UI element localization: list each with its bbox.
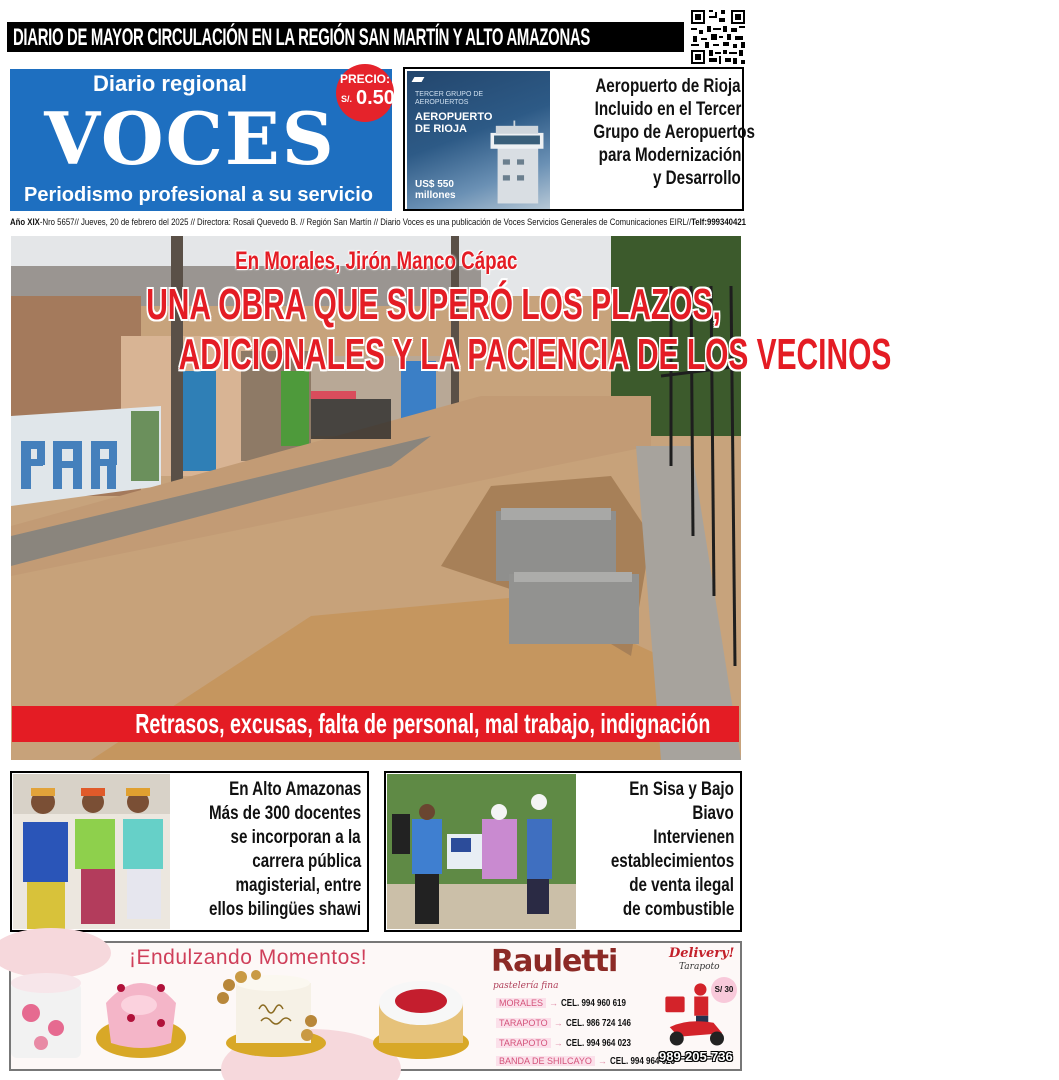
airport-story[interactable] <box>403 67 755 211</box>
branch-row <box>496 1037 647 1050</box>
ad-title: ¡Endulzando Momentos! <box>129 946 368 969</box>
edition-year: Año XIX <box>10 217 40 228</box>
arrow-right-icon: → <box>553 1018 563 1028</box>
branch-row <box>496 997 642 1010</box>
headline-line: Más de 300 docentes <box>208 803 361 824</box>
lead-story-photo[interactable] <box>11 236 892 760</box>
masthead-slogan: Periodismo profesional a su servicio <box>24 184 374 206</box>
headline-line: para Modernización <box>598 145 741 166</box>
lead-subhead-text: Retrasos, excusas, falta de personal, mal trabajo, indignación <box>135 708 711 739</box>
qr-code-icon[interactable] <box>689 8 747 66</box>
headline-line: y Desarrollo <box>653 168 741 189</box>
bakery-advertisement[interactable] <box>9 941 742 1071</box>
airport-tower-image <box>407 71 550 209</box>
headline-line: Grupo de Aeropuertos <box>593 122 755 143</box>
branch-location: TARAPOTO <box>496 1038 551 1048</box>
story-headline <box>171 778 361 922</box>
lead-kicker-text: En Morales, Jirón Manco Cápac <box>234 247 518 275</box>
airport-image-line2: AEROPUERTO DE RIOJA <box>415 111 493 135</box>
edition-phone: Telf:999340421 <box>691 217 746 228</box>
headline-line: Intervienen <box>652 827 734 848</box>
headline-line: Biavo <box>692 803 734 824</box>
branch-location: TARAPOTO <box>496 1018 551 1028</box>
teachers-photo <box>13 774 170 929</box>
arrow-right-icon: → <box>549 998 559 1008</box>
headline-line: carrera pública <box>252 851 361 872</box>
headline-line: magisterial, entre <box>235 875 361 896</box>
branch-row <box>496 1017 647 1030</box>
story-sisa-bajo-biavo[interactable] <box>384 771 742 932</box>
headline-line: En Sisa y Bajo <box>629 779 734 800</box>
headline-line: ADICIONALES Y LA PACIENCIA DE LOS VECINOS <box>178 330 892 379</box>
masthead-logo: VOCES <box>44 96 336 181</box>
story-headline <box>580 778 734 922</box>
bakery-tagline: pastelería fina <box>493 981 559 991</box>
masthead-kicker: Diario regional <box>92 71 248 96</box>
top-banner <box>7 22 684 52</box>
price-badge-30: S/ 30 <box>711 977 737 1003</box>
edition-details: -Nro 5657// Jueves, 20 de febrero del 2025 // Directora: Rosali Quevedo B. // Región San Martín // Diario Voces es una publicación de Voces Servicios Generales de Comunicaciones EIRL// <box>39 217 692 228</box>
fuel-inspection-photo <box>387 774 576 929</box>
headline-line: se incorporan a la <box>230 827 361 848</box>
price-label: PRECIO: <box>339 72 390 86</box>
price-badge <box>336 64 394 122</box>
headline-line: ellos bilingües shawi <box>208 899 361 920</box>
delivery-label: Delivery! <box>669 946 735 961</box>
headline-line: Aeropuerto de Rioja <box>595 76 741 97</box>
branch-phone[interactable]: CEL. 986 724 146 <box>565 1018 631 1029</box>
headline-line: de combustible <box>622 899 734 920</box>
arrow-right-icon: → <box>597 1056 607 1066</box>
lead-headline[interactable] <box>11 280 892 380</box>
lead-subhead <box>12 706 739 742</box>
branch-location: BANDA DE SHILCAYO <box>496 1056 595 1066</box>
banner-tagline: DIARIO DE MAYOR CIRCULACIÓN EN LA REGIÓN SAN MARTÍN Y ALTO AMAZONAS <box>13 24 590 51</box>
headline-line: En Alto Amazonas <box>228 779 361 800</box>
airport-image-line1: TERCER GRUPO DE AEROPUERTOS <box>415 91 484 106</box>
headline-line: de venta ilegal <box>629 875 734 896</box>
lead-kicker <box>11 246 741 276</box>
arrow-right-icon: → <box>553 1038 563 1048</box>
airport-headline[interactable] <box>553 75 755 190</box>
delivery-city: Tarapoto <box>679 962 720 972</box>
price-currency: S/. <box>341 94 353 104</box>
masthead <box>10 69 392 211</box>
edition-info <box>10 217 750 229</box>
logo-mark-icon <box>412 77 425 82</box>
branch-phone[interactable]: CEL. 994 960 619 <box>561 998 626 1009</box>
headline-line: UNA OBRA QUE SUPERÓ LOS PLAZOS, <box>146 280 721 329</box>
bakery-logo: Rauletti <box>491 944 618 979</box>
story-alto-amazonas[interactable] <box>10 771 369 932</box>
airport-image-amount: US$ 550 millones <box>415 179 456 201</box>
price-value: 0.50 <box>356 87 395 109</box>
headline-line: establecimientos <box>610 851 734 872</box>
branch-phone[interactable]: CEL. 994 964 023 <box>565 1038 631 1049</box>
branch-phone[interactable]: CEL. 994 964 023 <box>609 1056 675 1067</box>
branch-location: MORALES <box>496 998 546 1008</box>
headline-line: Incluido en el Tercer <box>594 99 741 120</box>
delivery-phone[interactable]: 989-205-736 <box>659 1049 733 1064</box>
control-tower-icon <box>487 115 547 209</box>
